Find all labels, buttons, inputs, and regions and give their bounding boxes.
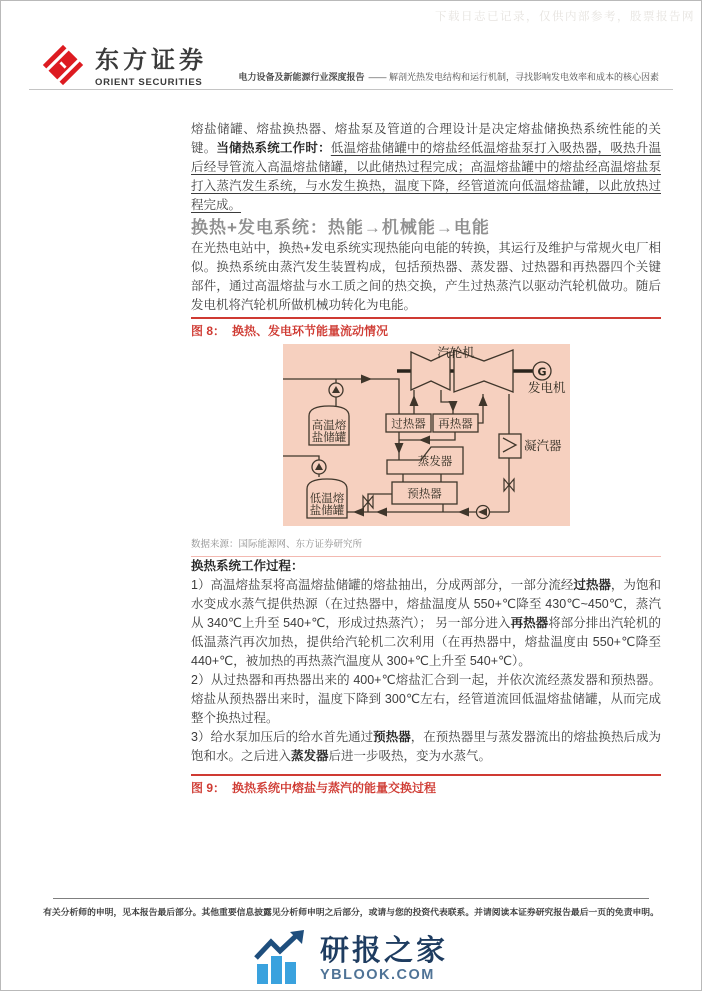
cold-tank-label-1: 低温熔 [309,491,344,505]
report-subtitle: —— 解剖光热发电结构和运行机制，寻找影响发电效率和成本的核心因素 [368,72,659,82]
report-header [201,70,659,83]
step1-superheater-bold: 过热器 [573,578,611,592]
figure-9-caption [191,780,661,796]
preheater-label: 预热器 [406,486,442,501]
step1-reheater-bold: 再热器 [510,616,549,630]
orient-diamond-icon [41,43,85,92]
step3-text: ，在预热器里与蒸发器流出的熔盐换热后成为饱和水。之后进入 [191,730,661,763]
figure-8-block [191,317,661,557]
p1-normal-text: 熔盐储罐、熔盐换热器、熔盐泵及管道的合理设计是决定熔盐储换热系统性能的关键。 [191,122,661,155]
superheater-label: 过热器 [390,416,426,431]
yblook-site: YBLOOK.COM [319,967,435,983]
step1-text: ，为饱和水变成水蒸气提供热源（在过热器中，熔盐温度从 550+℃降至 430℃~450℃，蒸汽从 340℃上升至 540+℃，形成过热蒸汽）； 另一部分进入 [191,578,661,630]
process-step-1 [191,576,661,671]
process-heading: 换热系统工作过程： [191,559,304,573]
main-content [191,120,661,796]
paragraph-storage-system [191,120,661,215]
reheater-label: 再热器 [437,416,473,431]
figure-8-title: 换热、发电环节能量流动情况 [232,324,389,338]
top-watermark: 下载日志已记录，仅供内部参考，股票报告网 [435,11,695,23]
yblook-chart-icon [254,930,310,989]
footer-divider [53,898,649,899]
hot-tank-label-2: 盐储罐 [311,430,346,444]
condenser-label: 凝汽器 [523,438,562,453]
figure-8-label: 图 8： [191,324,226,338]
turbine-label: 汽轮机 [436,345,475,360]
brand-name-en: ORIENT SECURITIES [95,76,203,88]
brand-logo [41,43,207,92]
figure-9-block [191,774,661,796]
p1-bold-text: 当储热系统工作时： [216,141,331,155]
yblook-name: 研报之家 [319,935,448,967]
section-heading: 换热+发电系统：热能→机械能→电能 [191,218,490,237]
header-divider [29,89,673,90]
paragraph-section-intro: 在光热电站中，换热+发电系统实现热能向电能的转换，其运行及维护与常规火电厂相似。换热系统由蒸汽发生装置构成，包括预热器、蒸发器、过热器和再热器四个关键部件，通过高温熔盐与水工质之间的热交换，产生过热蒸汽以驱动汽轮机做功。随后发电机将汽轮机所做机械功转化为电能。 [191,241,661,312]
cold-tank-label-2: 盐储罐 [309,503,344,517]
figure-9-title: 换热系统中熔盐与蒸汽的能量交换过程 [232,781,437,795]
brand-names [95,48,207,88]
process-step-3 [191,728,661,766]
pump-icon [329,383,343,397]
p1-underlined-text: 低温熔盐储罐中的熔盐经低温熔盐泵打入吸热器，吸热升温后经导管流入高温熔盐储罐，以此储热过程完成；高温熔盐罐中的熔盐经高温熔盐泵打入蒸汽发生系统，与水发生换热，温度下降，经管道流向低温熔盐罐，以此放热过程完成。 [191,141,661,212]
yblook-text [320,936,448,983]
yblook-watermark [1,930,701,989]
process-step-2: 2）从过热器和再热器出来的 400+℃熔盐汇合到一起，并依次流经蒸发器和预热器。熔盐从预热器出来时，温度下降到 300℃左右，经管道流回低温熔盐储罐，从而完成整个换热过程。 [191,673,661,725]
hot-tank-label-1: 高温熔 [311,418,346,432]
step1-text: 将部分排出汽轮机的低温蒸汽再次加热，提供给汽轮机二次利用（在再热器中，熔盐温度由 550+℃降至 440+℃，被加热的再热蒸汽温度从 300+℃上升至 540+℃）。 [191,616,661,668]
step3-text: 后进一步吸热，变为水蒸气。 [328,749,492,763]
figure-8-diagram [283,344,570,532]
step1-text: 1）高温熔盐泵将高温熔盐储罐的熔盐抽出，分成两部分，一部分流经 [191,578,574,592]
footer-disclaimer: 有关分析师的申明，见本报告最后部分。其他重要信息披露见分析师申明之后部分，或请与您的投资代表联系。并请阅读本证券研究报告最后一页的免责申明。 [43,907,659,917]
figure-9-label: 图 9： [191,781,226,795]
generator-g-label: G [536,365,547,379]
pump-icon [312,460,326,474]
generator-label: 发电机 [527,380,566,395]
step3-evaporator-bold: 蒸发器 [291,749,329,763]
pump-icon [476,506,489,519]
figure-8-caption [191,323,661,339]
step3-text: 3）给水泵加压后的给水首先通过 [191,730,374,744]
report-type: 电力设备及新能源行业深度报告 [238,72,365,82]
brand-name-cn: 东方证券 [95,46,207,74]
figure-8-source: 数据来源：国际能源网、东方证券研究所 [191,539,661,557]
step3-preheater-bold: 预热器 [373,730,411,744]
evaporator-label: 蒸发器 [417,454,452,468]
